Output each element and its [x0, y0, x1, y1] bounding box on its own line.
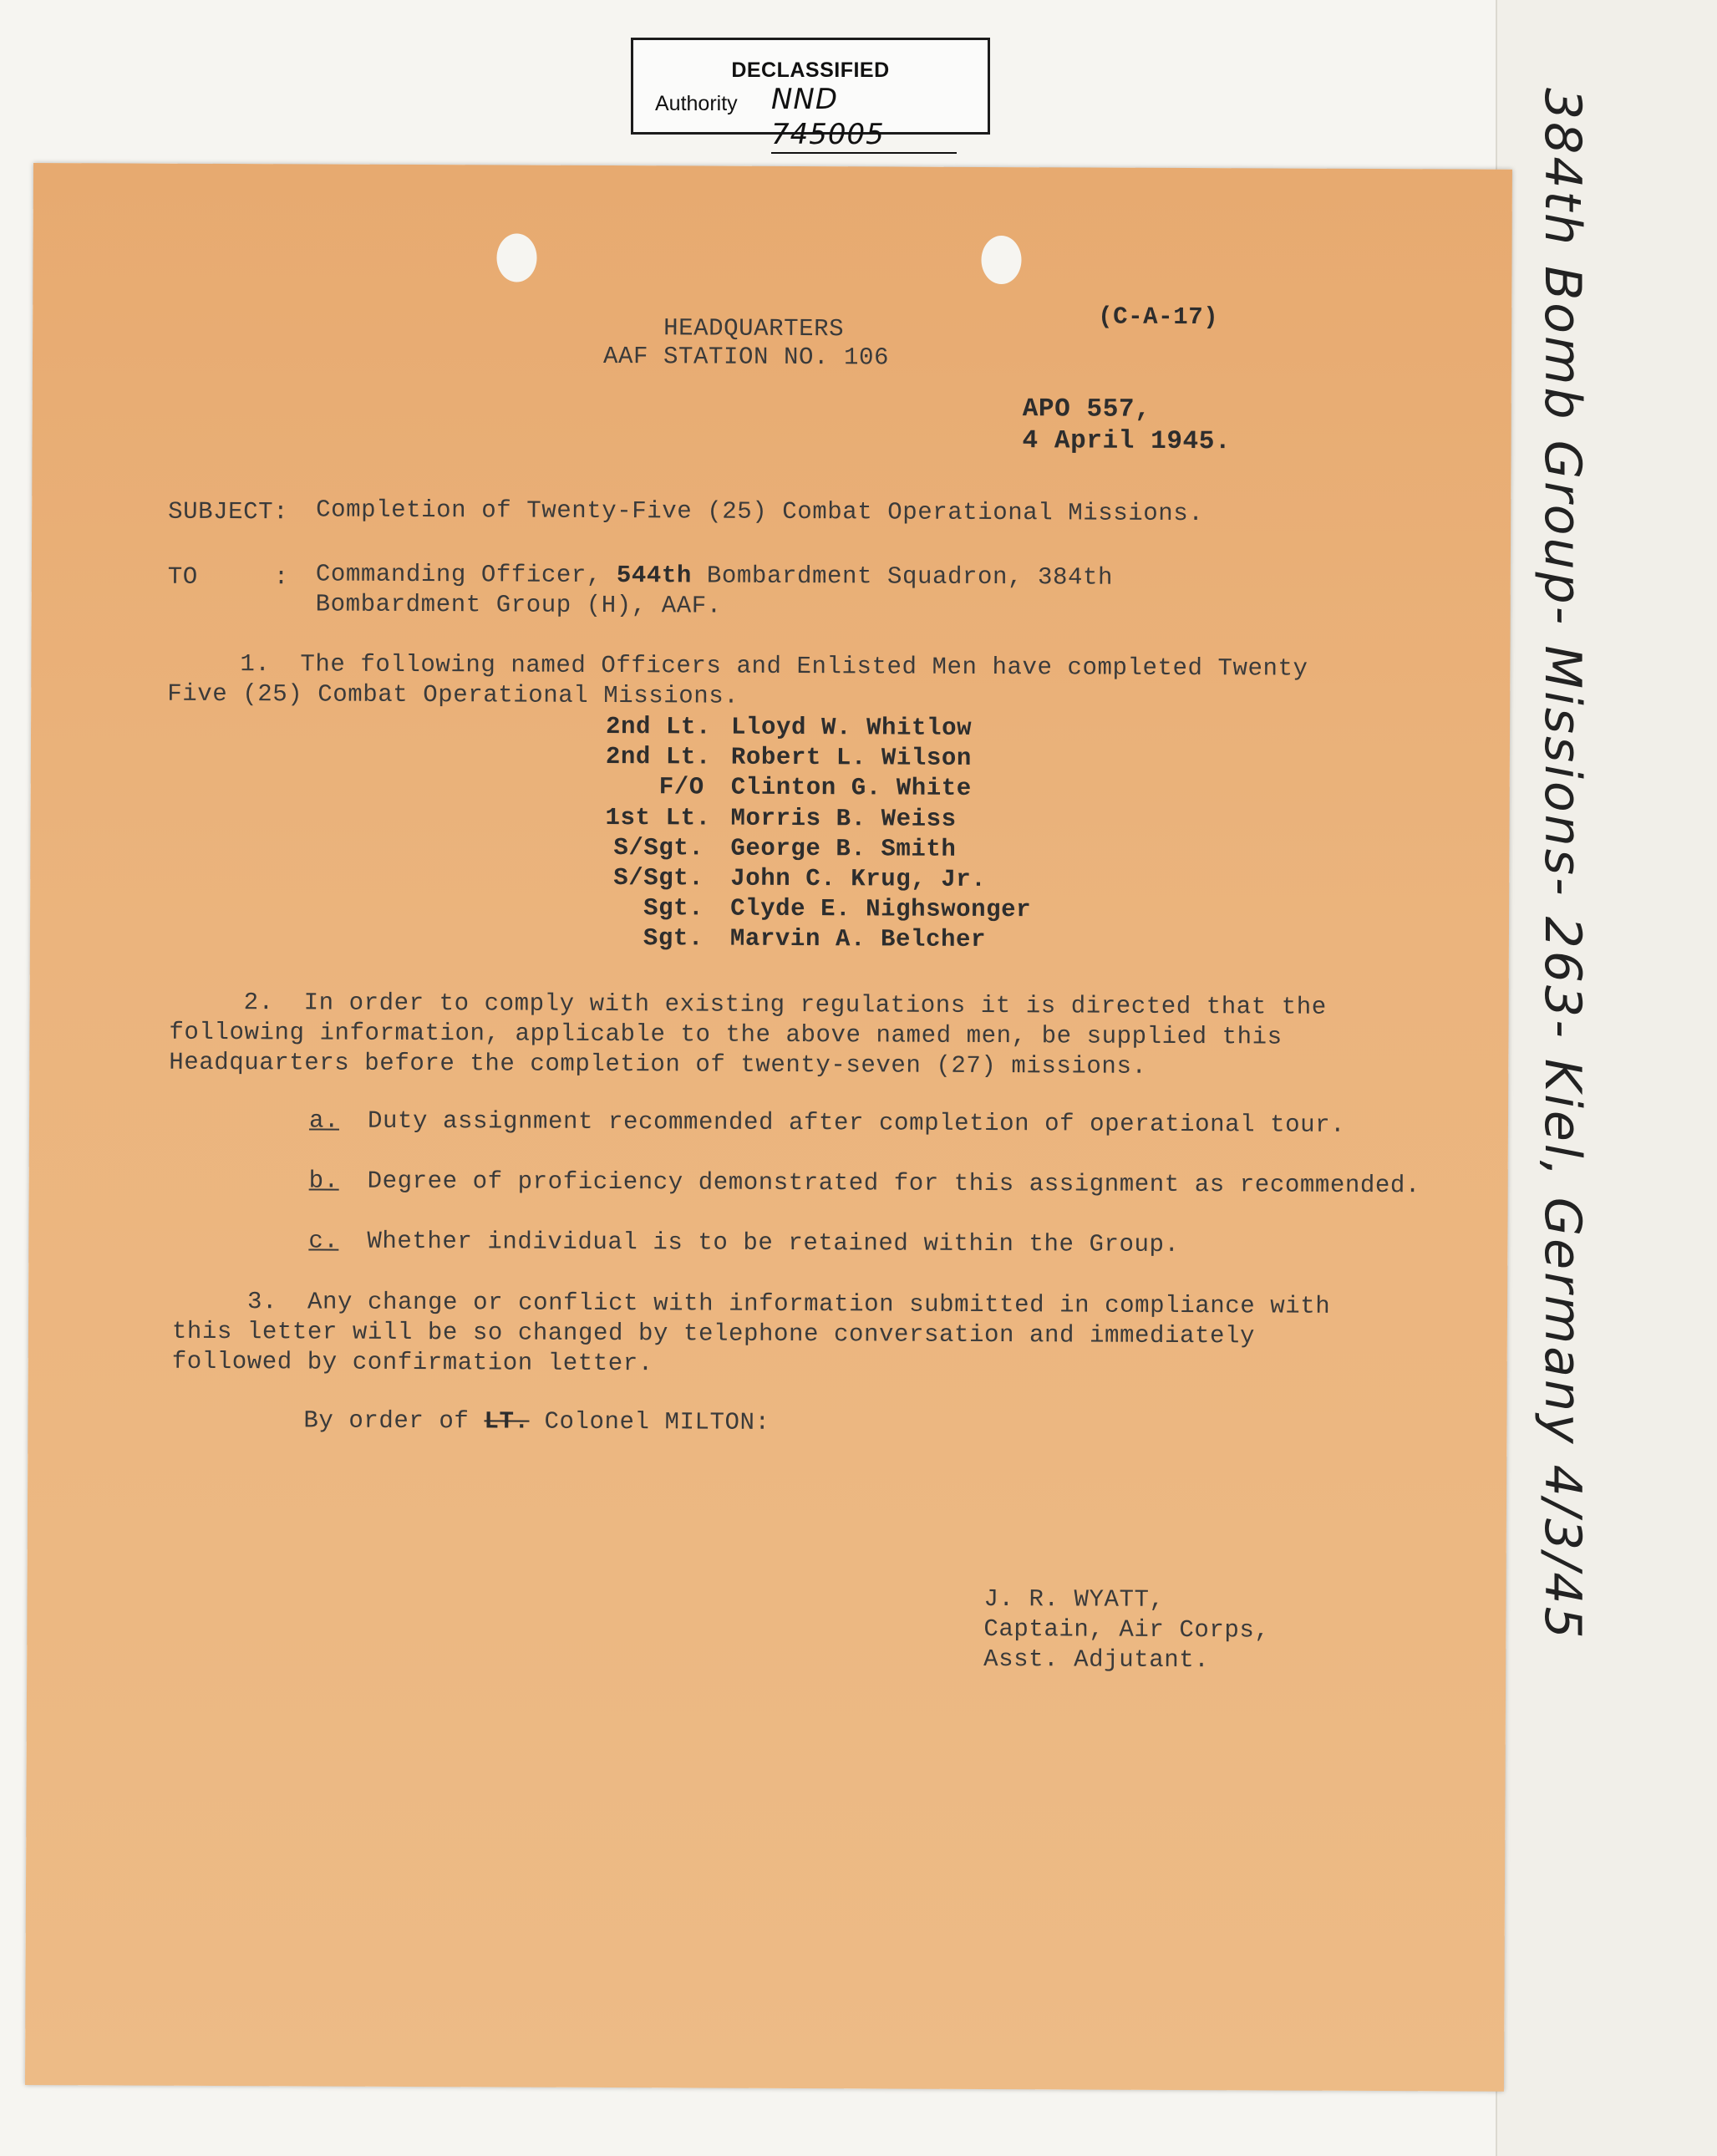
recipient-line-1 [316, 560, 1113, 591]
item-b-text: Degree of proficiency demonstrated for this assignment as recommended. [367, 1167, 1420, 1200]
roster-rank: F/O [658, 773, 704, 801]
header-line-2: AAF STATION NO. 106 [602, 342, 890, 372]
paragraph-2-line-2: following information, applicable to the above named men, be supplied this [169, 1018, 1283, 1051]
struck-rank: LT. [484, 1407, 530, 1436]
handwritten-archive-note: 384th Bomb Group- Missions- 263- Kiel, Germany 4/3/45 [1533, 88, 1592, 1641]
roster-name: Clinton G. White [730, 774, 972, 803]
paragraph-3-line-1: 3. Any change or conflict with information submitted in compliance with [246, 1288, 1331, 1320]
item-a-letter: a. [308, 1106, 340, 1135]
signature-title-1: Captain, Air Corps, [983, 1614, 1270, 1645]
reference-code: (C-A-17) [1098, 303, 1219, 332]
declassified-stamp [631, 38, 990, 151]
roster-rank: Sgt. [643, 924, 704, 953]
roster-name: Lloyd W. Whitlow [730, 713, 973, 742]
item-c-text: Whether individual is to be retained within the Group. [367, 1227, 1180, 1259]
letter-date: 4 April 1945. [1022, 426, 1232, 457]
roster-rank: 2nd Lt. [605, 712, 712, 741]
recipient-unit: Bombardment Squadron, 384th [706, 562, 1114, 592]
apo-number: APO 557, [1022, 394, 1151, 425]
stamp-title: DECLASSIFIED [731, 58, 890, 82]
item-b-letter: b. [308, 1167, 339, 1195]
roster-rank: 2nd Lt. [605, 743, 712, 771]
recipient-line-2: Bombardment Group (H), AAF. [315, 590, 722, 620]
to-label: TO [167, 562, 198, 591]
squadron-number: 544th [616, 562, 693, 590]
item-c-letter: c. [308, 1227, 339, 1255]
subject-text: Completion of Twenty-Five (25) Combat Operational Missions. [316, 496, 1204, 528]
paragraph-2-line-3: Headquarters before the completion of twenty-seven (27) missions. [169, 1048, 1147, 1081]
stamp-authority-label: Authority [655, 92, 738, 115]
authority-line [303, 1406, 770, 1436]
roster-name: Clyde E. Nighswonger [730, 894, 1032, 924]
roster-name: John C. Krug, Jr. [730, 864, 987, 893]
paragraph-3-line-3: followed by confirmation letter. [171, 1347, 653, 1378]
to-colon: : [273, 563, 289, 592]
letter-page [25, 163, 1512, 2092]
roster-name: Morris B. Weiss [730, 804, 957, 833]
commanding-officer: Colonel MILTON: [544, 1407, 770, 1436]
signature-name: J. R. WYATT, [983, 1584, 1165, 1614]
recipient-title: Commanding Officer, [315, 560, 602, 589]
punch-hole-left [496, 233, 536, 282]
paragraph-1-line-1: 1. The following named Officers and Enlisted Men have completed Twenty [240, 650, 1308, 683]
roster-rank: Sgt. [643, 894, 704, 923]
by-order-text: By order of [303, 1406, 470, 1436]
paragraph-2-line-1: 2. In order to comply with existing regulations it is directed that the [243, 989, 1327, 1021]
roster-name: Robert L. Wilson [730, 743, 973, 773]
punch-hole-right [981, 236, 1021, 284]
roster-rank: S/Sgt. [613, 833, 704, 862]
roster-rank: S/Sgt. [613, 864, 704, 892]
item-a-text: Duty assignment recommended after completion of operational tour. [367, 1106, 1346, 1139]
roster-name: George B. Smith [730, 834, 957, 863]
roster-rank: 1st Lt. [605, 803, 711, 832]
stamp-authority-value: NND 745005 [771, 82, 957, 154]
signature-title-2: Asst. Adjutant. [983, 1645, 1210, 1675]
roster-name: Marvin A. Belcher [729, 925, 987, 954]
header-line-1: HEADQUARTERS [663, 314, 845, 343]
subject-label: SUBJECT: [168, 497, 289, 526]
paragraph-1-line-2: Five (25) Combat Operational Missions. [167, 679, 739, 710]
paragraph-3-line-2: this letter will be so changed by telephone conversation and immediately [171, 1317, 1256, 1350]
